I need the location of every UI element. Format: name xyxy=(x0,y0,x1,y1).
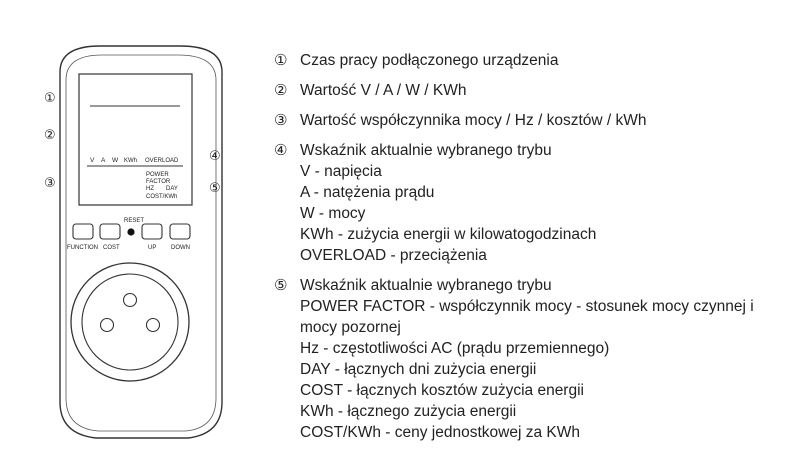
legend-line: Hz - częstotliwości AC (prądu przemiennego) xyxy=(300,340,610,357)
legend-line: Wartość V / A / W / KWh xyxy=(300,82,467,99)
function-button[interactable] xyxy=(73,224,93,239)
legend xyxy=(274,50,794,452)
legend-item-3 xyxy=(274,110,794,131)
legend-line: OVERLOAD - przeciążenia xyxy=(300,247,487,264)
function-button-label: FUNCTION xyxy=(67,245,98,251)
legend-item-5 xyxy=(274,275,794,443)
legend-line: V - napięcia xyxy=(300,163,382,180)
energy-meter-diagram xyxy=(0,0,260,470)
legend-number: ④ xyxy=(274,142,288,159)
callout-4: ④ xyxy=(209,148,221,163)
legend-line: COST - łącznych kosztów zużycia energii xyxy=(300,382,584,399)
legend-number: ⑤ xyxy=(274,277,288,294)
lcd-label-w: W xyxy=(112,157,119,164)
socket-inner-ring xyxy=(82,274,178,370)
socket-hole-right xyxy=(147,319,160,332)
lcd-label-kwh: KWh xyxy=(124,158,138,164)
cost-button[interactable] xyxy=(100,224,120,239)
legend-line: Wskaźnik aktualnie wybranego trybu xyxy=(300,277,552,294)
cost-button-label: COST xyxy=(103,245,120,251)
legend-number: ③ xyxy=(274,112,288,129)
lcd-label-v: V xyxy=(90,157,95,164)
socket-hole-left xyxy=(101,319,114,332)
legend-item-4 xyxy=(274,140,794,266)
legend-line: KWh - łącznego zużycia energii xyxy=(300,403,517,420)
legend-line: DAY - łącznych dni zużycia energii xyxy=(300,361,537,378)
callout-1: ① xyxy=(44,90,56,105)
energy-meter-device xyxy=(0,0,260,470)
legend-line: Wskaźnik aktualnie wybranego trybu xyxy=(300,142,552,159)
legend-line: KWh - zużycia energii w kilowatogodzinach xyxy=(300,226,597,243)
legend-line: POWER FACTOR - współczynnik mocy - stosunek mocy czynnej i mocy pozornej xyxy=(300,298,754,336)
lcd-label-a: A xyxy=(101,157,106,164)
lcd-label-factor: FACTOR xyxy=(146,179,171,185)
callout-3: ③ xyxy=(44,175,56,190)
socket-earth-pin xyxy=(124,294,137,307)
legend-line: Wartość współczynnika mocy / Hz / kosztów / kWh xyxy=(300,112,647,129)
callout-5: ⑤ xyxy=(209,180,221,195)
lcd-label-hz: HZ xyxy=(146,186,154,192)
legend-number: ① xyxy=(274,52,288,69)
legend-number: ② xyxy=(274,82,288,99)
lcd-label-power: POWER xyxy=(146,172,169,178)
lcd-label-day: DAY xyxy=(166,186,178,192)
up-button-label: UP xyxy=(148,245,157,251)
down-button[interactable] xyxy=(170,224,190,239)
legend-line: Czas pracy podłączonego urządzenia xyxy=(300,52,559,69)
reset-label: RESET xyxy=(124,218,145,224)
lcd-label-overload: OVERLOAD xyxy=(145,158,179,164)
legend-line: A - natężenia prądu xyxy=(300,184,435,201)
legend-line: W - mocy xyxy=(300,205,366,222)
up-button[interactable] xyxy=(142,224,162,239)
legend-item-2 xyxy=(274,80,794,101)
reset-button[interactable] xyxy=(127,228,134,235)
legend-line: COST/KWh - ceny jednostkowej za KWh xyxy=(300,424,580,441)
down-button-label: DOWN xyxy=(171,245,190,251)
legend-item-1 xyxy=(274,50,794,71)
lcd-label-cost-kwh: COST/KWh xyxy=(146,194,178,200)
callout-2: ② xyxy=(44,127,56,142)
